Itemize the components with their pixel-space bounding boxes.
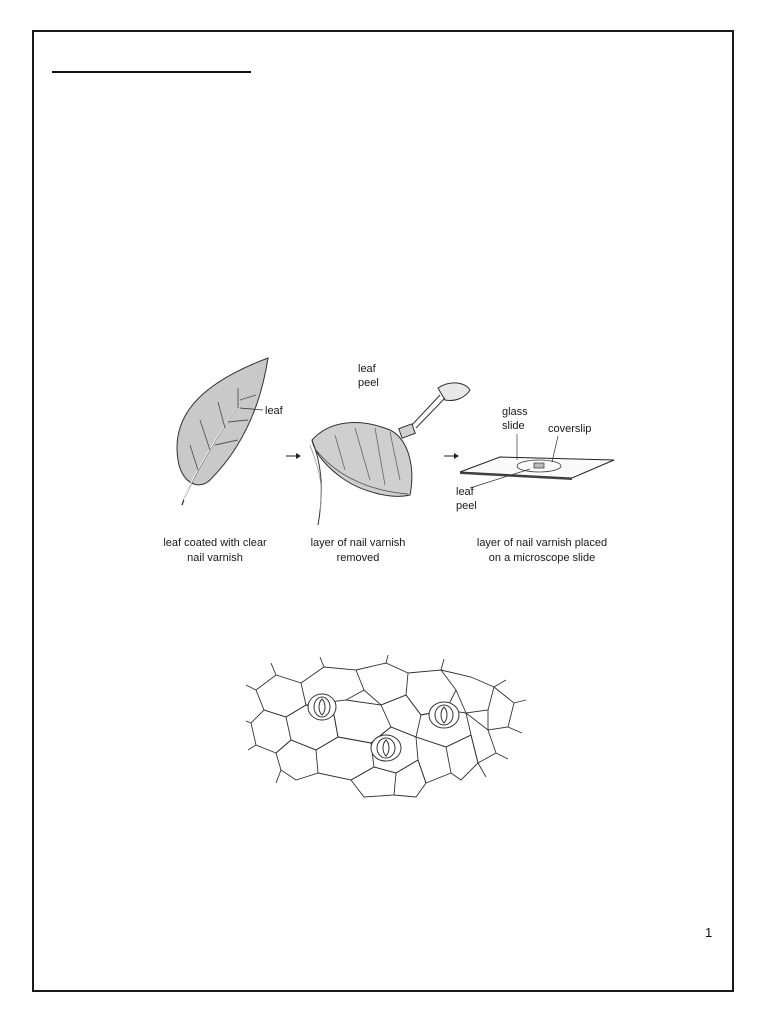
caption-step3-line1: layer of nail varnish placed [476, 537, 608, 549]
caption-step1-line1: leaf coated with clear [163, 537, 267, 549]
arrow-icon [444, 453, 459, 459]
caption-step1-line2: nail varnish [187, 552, 243, 564]
title-underline [52, 71, 251, 73]
caption-step2-line1: layer of nail varnish [310, 537, 406, 549]
label-leaf-peel-bottom-1: leaf [456, 486, 474, 498]
label-coverslip: coverslip [548, 423, 592, 435]
leaf-peel-procedure-figure [120, 350, 640, 580]
coated-leaf-illustration [177, 358, 268, 505]
page-number: 1 [705, 925, 713, 940]
label-leaf-peel-top-1: leaf [358, 363, 376, 375]
stoma-icon [371, 735, 401, 761]
label-glass-slide-1: glass [502, 406, 528, 418]
caption-step3-line2: on a microscope slide [488, 552, 596, 564]
label-glass-slide-2: slide [502, 420, 525, 432]
label-leaf-peel-bottom-2: peel [456, 500, 477, 512]
microscope-slide-illustration [460, 434, 614, 488]
stoma-icon [308, 694, 336, 720]
label-leaf: leaf [265, 405, 283, 417]
leaf-epidermis-cells-figure [246, 655, 528, 805]
stoma-icon [429, 702, 459, 728]
arrow-icon [286, 453, 301, 459]
hand-with-forceps-illustration [399, 383, 470, 438]
varnish-removed-leaf-illustration [310, 423, 412, 525]
label-leaf-peel-top-2: peel [358, 377, 379, 389]
caption-step2-line2: removed [336, 552, 380, 564]
